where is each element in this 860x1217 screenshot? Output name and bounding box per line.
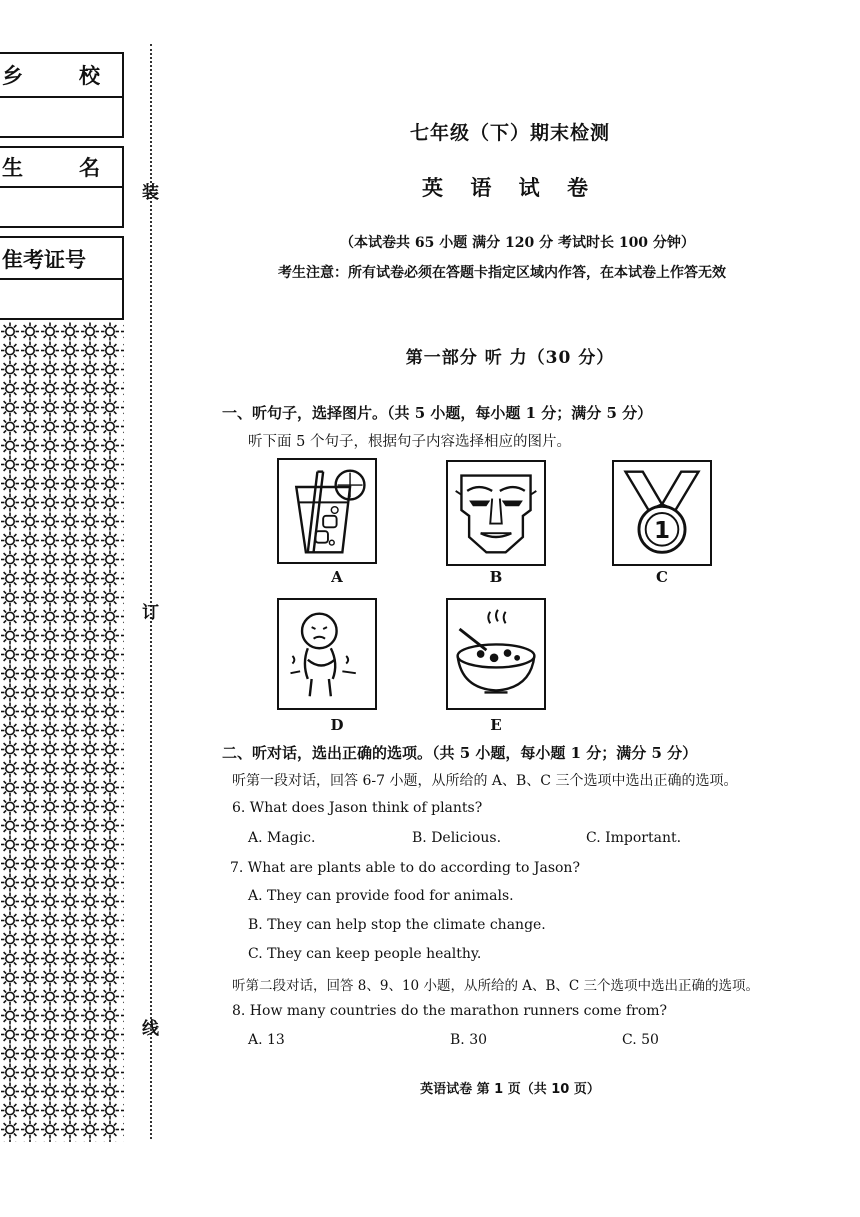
school-field-divider — [0, 96, 124, 98]
section2-instruction2: 听第二段对话，回答 8、9、10 小题，从所给的 A、B、C 三个选项中选出正确的选项。 — [232, 978, 760, 994]
picture-d-label: D — [330, 716, 344, 734]
school-label-a: 乡 — [2, 64, 23, 88]
exam-id-label-text: 隹考证号 — [2, 248, 86, 272]
q8-stem: 8. How many countries do the marathon runners come from? — [232, 1003, 668, 1019]
exam-title: 七年级（下）期末检测 — [409, 122, 610, 144]
picture-c-label: C — [656, 568, 668, 586]
picture-b-label: B — [489, 568, 503, 586]
picture-a-label: A — [331, 568, 343, 586]
q7-stem: 7. What are plants able to do according to Jason? — [230, 860, 580, 876]
school-label — [0, 54, 124, 96]
binding-char-zhuang: 装 — [142, 183, 159, 203]
exam-note-line2: 考生注意：所有试卷必须在答题卡指定区域内作答，在本试卷上作答无效 — [278, 265, 726, 281]
q8-option-a: A. 13 — [248, 1032, 285, 1048]
q8-option-c: C. 50 — [622, 1032, 659, 1048]
sick-person-icon — [279, 600, 375, 708]
decorative-sun-border — [0, 322, 124, 1142]
q6-option-c: C. Important. — [586, 830, 682, 846]
section1-heading: 一、听句子，选择图片。（共 5 小题，每小题 1 分；满分 5 分） — [222, 404, 653, 422]
q6-stem: 6. What does Jason think of plants? — [232, 800, 483, 816]
binding-char-xian: 线 — [142, 1019, 159, 1039]
q6-option-a: A. Magic. — [248, 830, 316, 846]
picture-a — [277, 458, 377, 564]
section2-heading: 二、听对话，选出正确的选项。（共 5 小题，每小题 1 分；满分 5 分） — [222, 744, 698, 762]
name-label-b: 名 — [79, 156, 100, 180]
picture-e — [446, 598, 546, 710]
exam-id-label — [0, 238, 124, 280]
q7-option-b: B. They can help stop the climate change. — [248, 917, 546, 933]
name-label-a: 生 — [2, 156, 23, 180]
bronze-mask-icon — [448, 462, 544, 564]
name-label — [0, 146, 124, 188]
page-footer: 英语试卷 第 1 页（共 10 页） — [420, 1082, 600, 1097]
q7-option-c: C. They can keep people healthy. — [248, 946, 482, 962]
binding-dotted-line — [150, 44, 152, 1139]
q6-option-b: B. Delicious. — [412, 830, 502, 846]
exam-note-line1: （本试卷共 65 小题 满分 120 分 考试时长 100 分钟） — [340, 235, 695, 251]
school-label-b: 校 — [79, 64, 100, 88]
svg-text:1: 1 — [653, 517, 671, 544]
picture-c — [612, 460, 712, 566]
medal-icon — [614, 462, 710, 564]
soup-bowl-icon — [448, 600, 544, 708]
section2-instruction1: 听第一段对话，回答 6-7 小题，从所给的 A、B、C 三个选项中选出正确的选项。 — [232, 773, 738, 789]
picture-d — [277, 598, 377, 710]
picture-e-label: E — [490, 716, 502, 734]
binding-char-ding: 订 — [142, 603, 159, 623]
part1-title: 第一部分 听 力（30 分） — [405, 348, 615, 368]
iced-drink-icon — [279, 460, 375, 562]
section1-instruction: 听下面 5 个句子，根据句子内容选择相应的图片。 — [248, 434, 571, 450]
picture-b — [446, 460, 546, 566]
exam-subtitle: 英 语 试 卷 — [422, 175, 598, 200]
q7-option-a: A. They can provide food for animals. — [248, 888, 514, 904]
q8-option-b: B. 30 — [450, 1032, 488, 1048]
